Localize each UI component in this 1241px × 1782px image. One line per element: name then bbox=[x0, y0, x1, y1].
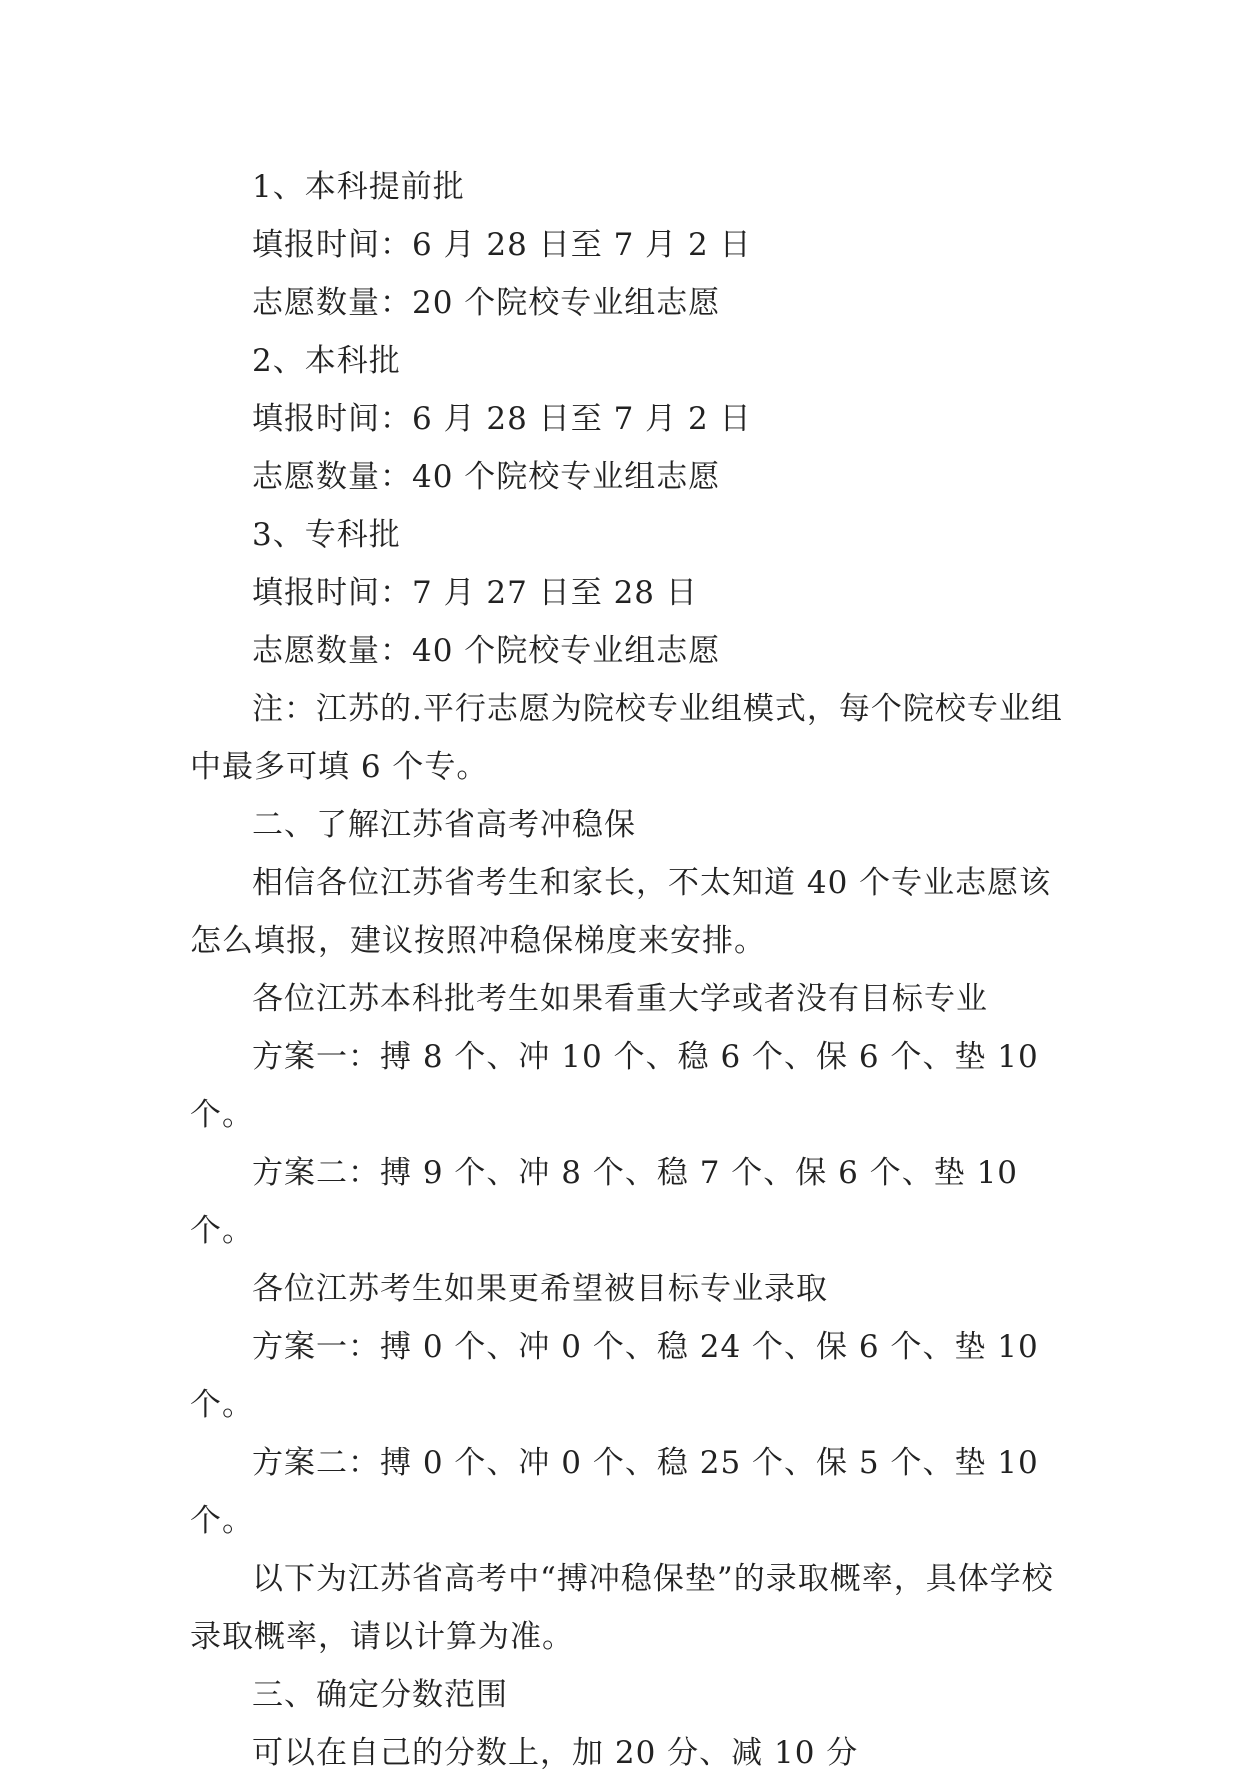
paragraph: 志愿数量：40 个院校专业组志愿 bbox=[252, 459, 721, 495]
paragraph: 各位江苏考生如果更希望被目标专业录取 bbox=[252, 1271, 828, 1307]
paragraph: 方案二：搏 0 个、冲 0 个、稳 25 个、保 5 个、垫 10 个。 bbox=[190, 1445, 1039, 1539]
paragraph: 可以在自己的分数上，加 20 分、减 10 分 bbox=[252, 1735, 859, 1771]
paragraph: 三、确定分数范围 bbox=[252, 1677, 508, 1713]
paragraph: 填报时间：6 月 28 日至 7 月 2 日 bbox=[252, 227, 752, 263]
paragraph: 填报时间：7 月 27 日至 28 日 bbox=[252, 575, 698, 611]
paragraph: 以下为江苏省高考中“搏冲稳保垫”的录取概率，具体学校录取概率，请以计算为准。 bbox=[190, 1561, 1054, 1655]
paragraph: 2、本科批 bbox=[252, 343, 401, 379]
paragraph: 相信各位江苏省考生和家长，不太知道 40 个专业志愿该怎么填报，建议按照冲稳保梯度来安排。 bbox=[190, 865, 1052, 959]
paragraph: 各位江苏本科批考生如果看重大学或者没有目标专业 bbox=[252, 981, 988, 1017]
paragraph: 1、本科提前批 bbox=[252, 169, 465, 205]
document-body bbox=[190, 158, 1070, 1782]
paragraph: 方案一：搏 8 个、冲 10 个、稳 6 个、保 6 个、垫 10 个。 bbox=[190, 1039, 1039, 1133]
paragraph: 注：江苏的.平行志愿为院校专业组模式，每个院校专业组中最多可填 6 个专。 bbox=[190, 691, 1063, 785]
paragraph: 志愿数量：20 个院校专业组志愿 bbox=[252, 285, 721, 321]
paragraph: 志愿数量：40 个院校专业组志愿 bbox=[252, 633, 721, 669]
paragraph: 3、专科批 bbox=[252, 517, 401, 553]
paragraph: 二、了解江苏省高考冲稳保 bbox=[252, 807, 636, 843]
paragraph: 方案一：搏 0 个、冲 0 个、稳 24 个、保 6 个、垫 10 个。 bbox=[190, 1329, 1039, 1423]
paragraph: 方案二：搏 9 个、冲 8 个、稳 7 个、保 6 个、垫 10 个。 bbox=[190, 1155, 1019, 1249]
paragraph: 填报时间：6 月 28 日至 7 月 2 日 bbox=[252, 401, 752, 437]
